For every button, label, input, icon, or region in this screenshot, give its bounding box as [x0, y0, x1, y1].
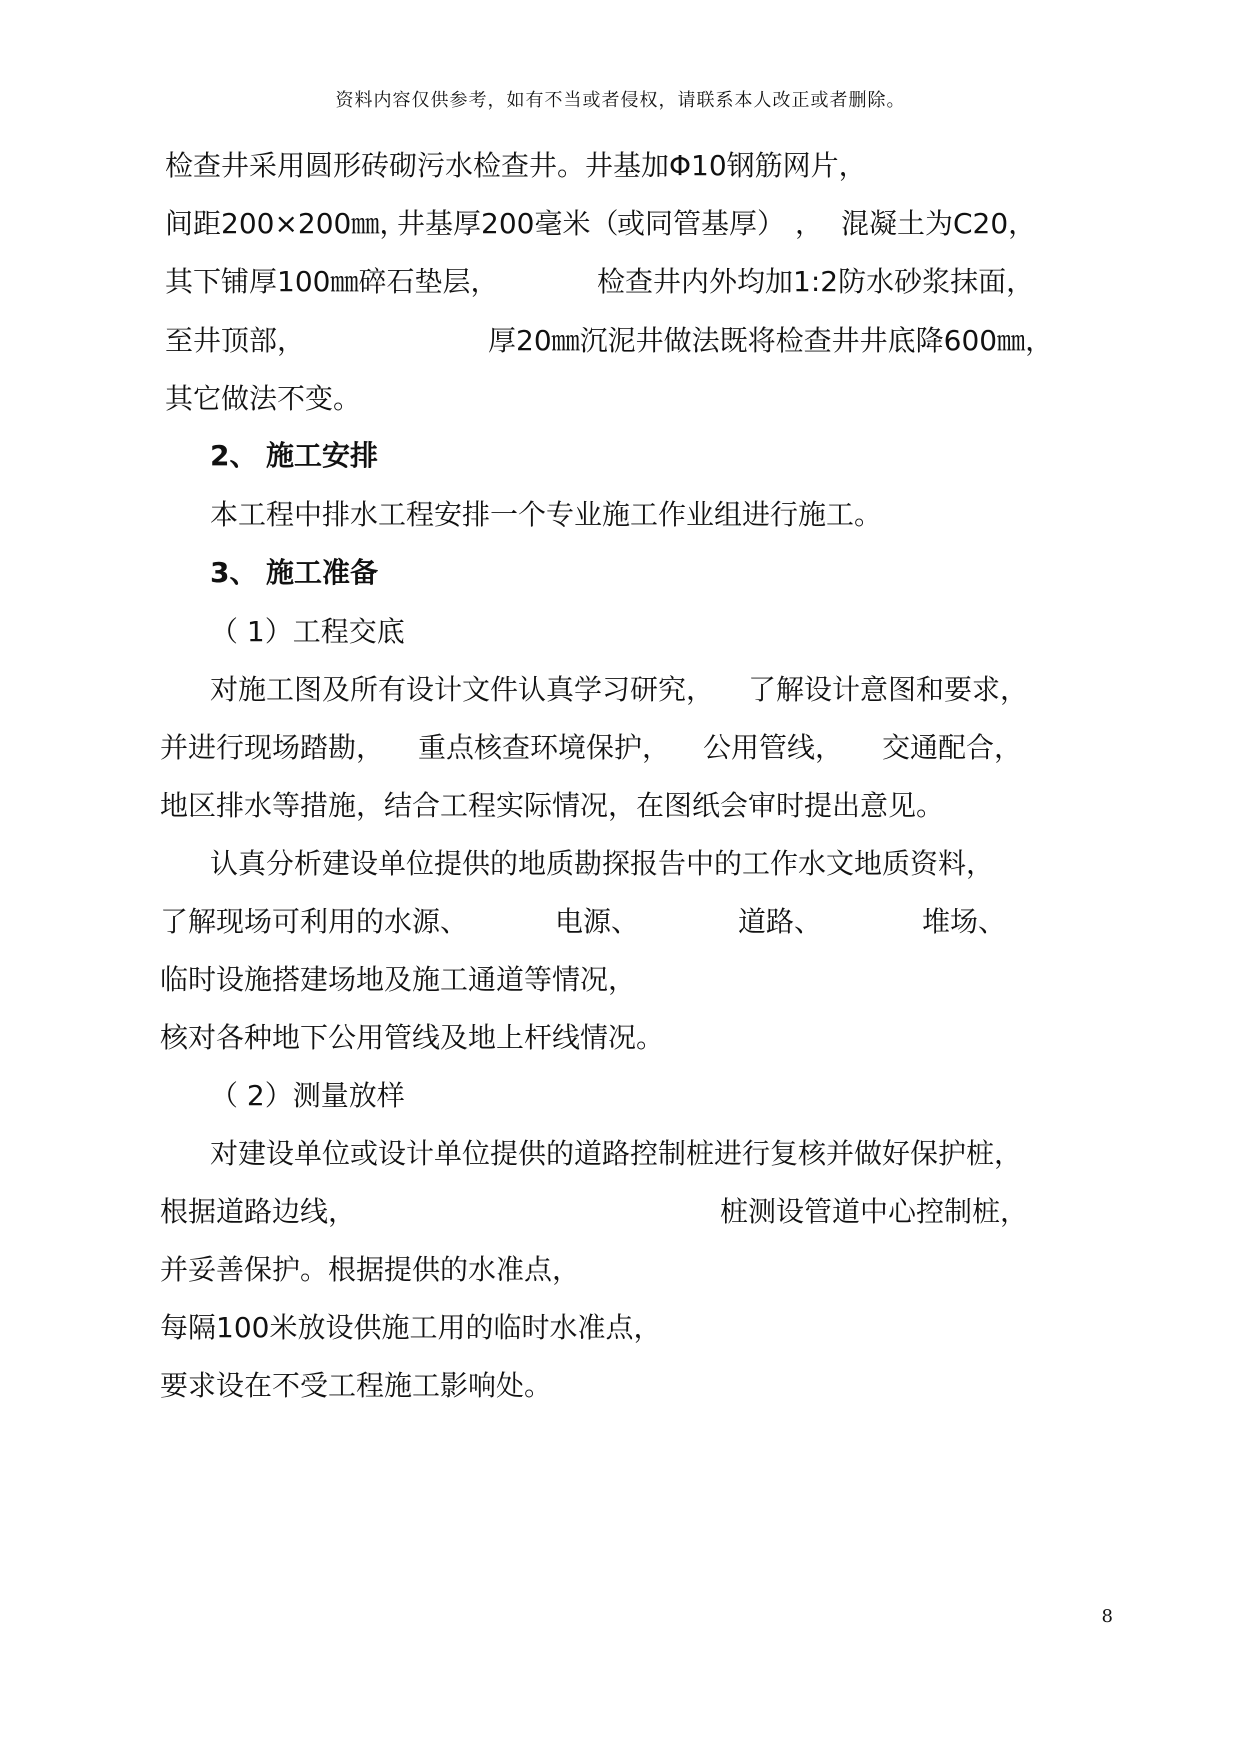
paragraph-line: [160, 904, 1005, 940]
text-run: 本工程中排水工程安排一个专业施工作业组进行施工。: [210, 498, 883, 531]
section-title: 施工准备: [266, 556, 379, 589]
text-run: 其它做法不变。: [165, 382, 362, 415]
text-run: 对建设单位或设计单位提供的道路控制桩进行复核并做好保护桩，: [210, 1137, 1023, 1170]
section-number: 2、: [210, 439, 258, 472]
text-run: 地区排水等措施，结合工程实际情况，在图纸会审时提出意见。: [160, 789, 945, 822]
paragraph-line: [165, 323, 1054, 359]
paragraph-line: [160, 1252, 580, 1288]
text-run: 要求设在不受工程施工影响处。: [160, 1369, 553, 1402]
paragraph-line: [210, 672, 1029, 708]
text-run: 临时设施搭建场地及施工通道等情况，: [160, 963, 637, 996]
text-run: 检查井采用圆形砖砌污水检查井。井基加Φ10钢筋网片，: [165, 149, 867, 182]
paragraph-line: [160, 1020, 664, 1056]
text-run: 电源、: [555, 905, 640, 938]
paragraph-line: [160, 1368, 552, 1404]
paragraph-line: [165, 381, 361, 417]
section-heading: [210, 555, 610, 591]
text-run: 并妥善保护。根据提供的水准点，: [160, 1253, 581, 1286]
page-number: 8: [1101, 1606, 1113, 1627]
text-run: 厚20㎜沉泥井做法既将检查井井底降600㎜，: [488, 324, 1054, 357]
text-run: （ 1）工程交底: [210, 615, 405, 648]
paragraph-line: [165, 264, 1035, 300]
paragraph-line: [160, 1310, 661, 1346]
text-run: 至井顶部，: [165, 324, 306, 357]
text-run: 公用管线，: [703, 731, 844, 764]
text-run: 其下铺厚100㎜碎石垫层，: [165, 265, 499, 298]
subsection-title: [210, 1078, 405, 1114]
text-run: 混凝土为C20，: [841, 207, 1037, 240]
text-run: （ 2）测量放样: [210, 1079, 405, 1112]
text-run: 了解现场可利用的水源、: [160, 905, 469, 938]
text-run: 重点核查环境保护，: [418, 731, 671, 764]
paragraph-line: [210, 1136, 1022, 1172]
text-run: 桩测设管道中心控制桩，: [720, 1195, 1029, 1228]
text-run: 核对各种地下公用管线及地上杆线情况。: [160, 1021, 665, 1054]
section-title: 施工安排: [266, 439, 379, 472]
text-run: 了解设计意图和要求，: [748, 673, 1029, 706]
subsection-title: [210, 614, 405, 650]
text-run: 认真分析建设单位提供的地质勘探报告中的工作水文地质资料，: [210, 847, 995, 880]
paragraph-line: [165, 206, 1037, 242]
text-run: 或同管基厚）: [617, 207, 786, 240]
section-heading: [210, 438, 610, 474]
text-run: 每隔100米放设供施工用的临时水准点，: [160, 1311, 662, 1344]
header-disclaimer: 资料内容仅供参考，如有不当或者侵权，请联系本人改正或者删除。: [335, 90, 906, 111]
paragraph-line: [160, 962, 636, 998]
paragraph-line: [160, 730, 1023, 766]
paragraph-line: [165, 148, 867, 184]
text-run: 检查井内外均加1:2防水砂浆抹面，: [597, 265, 1035, 298]
text-run: 道路、: [738, 905, 823, 938]
paragraph-line: [210, 846, 994, 882]
text-run: 井基厚200毫米（: [397, 207, 619, 240]
paragraph-line: [160, 788, 944, 824]
section-number: 3、: [210, 556, 258, 589]
text-run: 对施工图及所有设计文件认真学习研究，: [210, 673, 715, 706]
text-run: 根据道路边线，: [160, 1195, 357, 1228]
paragraph-line: [160, 1194, 1029, 1230]
text-run: 并进行现场踏勘，: [160, 731, 385, 764]
text-run: 交通配合，: [882, 731, 1023, 764]
text-run: 间距200×200㎜，: [165, 207, 408, 240]
text-run: 堆场、: [922, 905, 1007, 938]
paragraph-line: [210, 497, 882, 533]
text-run: ，: [795, 207, 824, 240]
